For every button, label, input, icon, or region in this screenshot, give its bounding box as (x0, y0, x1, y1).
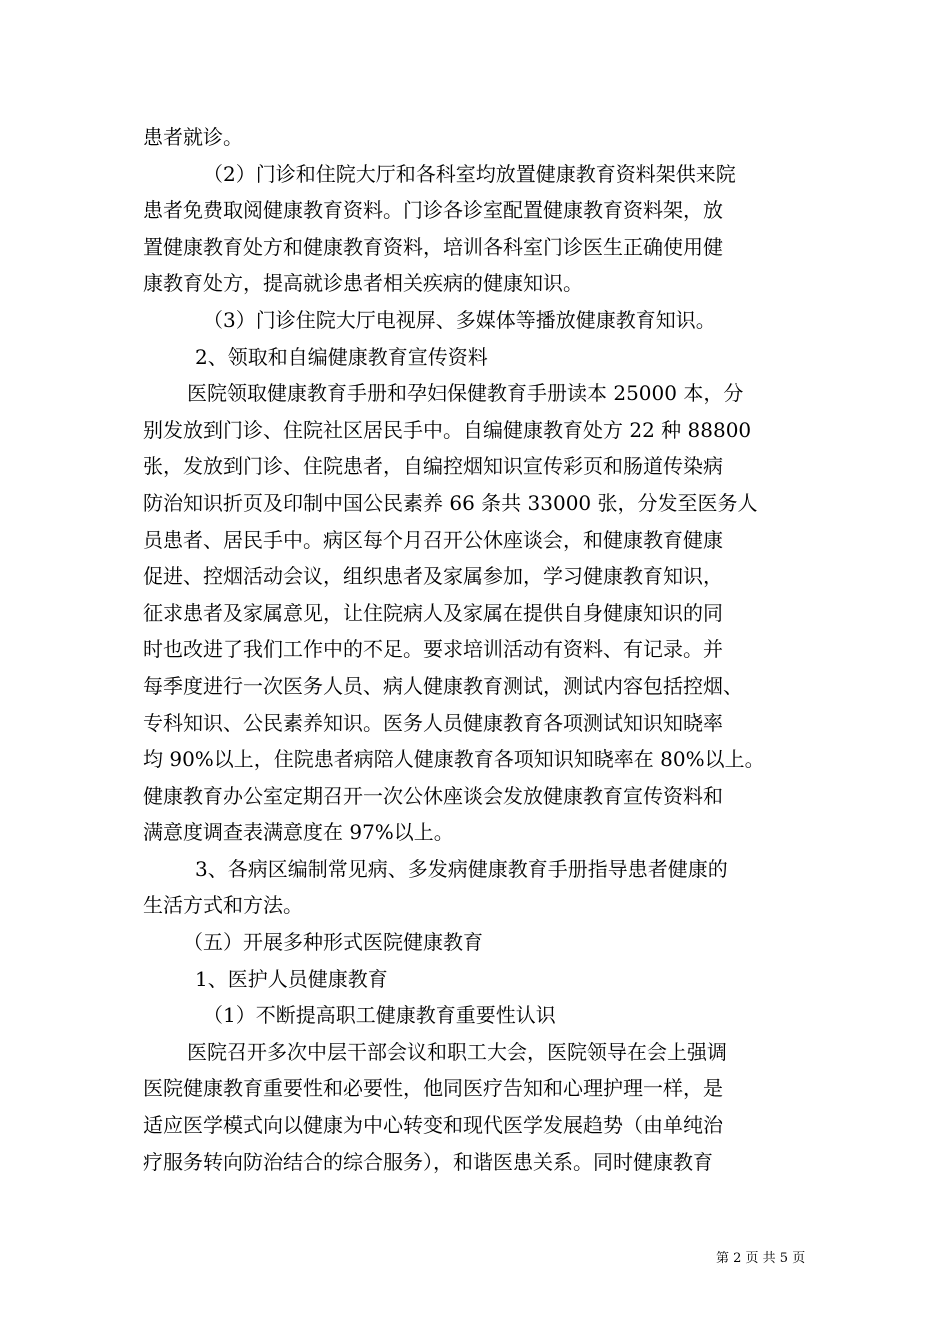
text-line: 康教育处方，提高就诊患者相关疾病的健康知识。 (143, 271, 583, 296)
text-line: 健康教育办公室定期召开一次公休座谈会发放健康教育宣传资料和 (143, 783, 723, 808)
text-line: 促进、控烟活动会议，组织患者及家属参加，学习健康教育知识， (143, 564, 723, 589)
text-line: 患者免费取阅健康教育资料。门诊各诊室配置健康教育资料架，放 (143, 198, 723, 223)
section-heading: （五）开展多种形式医院健康教育 (183, 930, 483, 955)
text-line: 3、各病区编制常见病、多发病健康教育手册指导患者健康的 (195, 856, 728, 881)
text-line: 医院健康教育重要性和必要性，他同医疗告知和心理护理一样，是 (143, 1076, 723, 1101)
text-line: 专科知识、公民素养知识。医务人员健康教育各项测试知识知晓率 (143, 710, 723, 735)
text-line: 医院召开多次中层干部会议和职工大会，医院领导在会上强调 (187, 1039, 727, 1064)
text-line: 医院领取健康教育手册和孕妇保健教育手册读本 25000 本，分 (187, 381, 744, 406)
text-line: （3）门诊住院大厅电视屏、多媒体等播放健康教育知识。 (203, 307, 716, 332)
text-line: 置健康教育处方和健康教育资料，培训各科室门诊医生正确使用健 (143, 234, 723, 259)
body-text (143, 119, 811, 1180)
text-line: 均 90%以上，住院患者病陪人健康教育各项知识知晓率在 80%以上。 (143, 747, 765, 772)
section-heading: 1、医护人员健康教育 (195, 966, 388, 991)
text-line: 时也改进了我们工作中的不足。要求培训活动有资料、有记录。并 (143, 637, 723, 662)
text-line: 别发放到门诊、住院社区居民手中。自编健康教育处方 22 种 88800 (143, 417, 752, 442)
text-line: 征求患者及家属意见，让住院病人及家属在提供自身健康知识的同 (143, 600, 723, 625)
text-line: 满意度调查表满意度在 97%以上。 (143, 820, 454, 845)
page-number: 第 2 页 共 5 页 (716, 1251, 806, 1266)
text-line: 张，发放到门诊、住院患者，自编控烟知识宣传彩页和肠道传染病 (143, 454, 723, 479)
text-line: 员患者、居民手中。病区每个月召开公休座谈会，和健康教育健康 (143, 527, 723, 552)
text-line: 防治知识折页及印制中国公民素养 66 条共 33000 张，分发至医务人 (143, 490, 758, 515)
text-line: 每季度进行一次医务人员、病人健康教育测试，测试内容包括控烟、 (143, 673, 743, 698)
section-heading: （1）不断提高职工健康教育重要性认识 (203, 1003, 556, 1028)
text-line: （2）门诊和住院大厅和各科室均放置健康教育资料架供来院 (203, 161, 736, 186)
section-heading: 2、领取和自编健康教育宣传资料 (195, 344, 488, 369)
text-line: 生活方式和方法。 (143, 893, 303, 918)
text-line: 适应医学模式向以健康为中心转变和现代医学发展趋势（由单纯治 (143, 1113, 723, 1138)
text-line: 疗服务转向防治结合的综合服务），和谐医患关系。同时健康教育 (143, 1149, 713, 1174)
text-line: 患者就诊。 (143, 125, 243, 149)
